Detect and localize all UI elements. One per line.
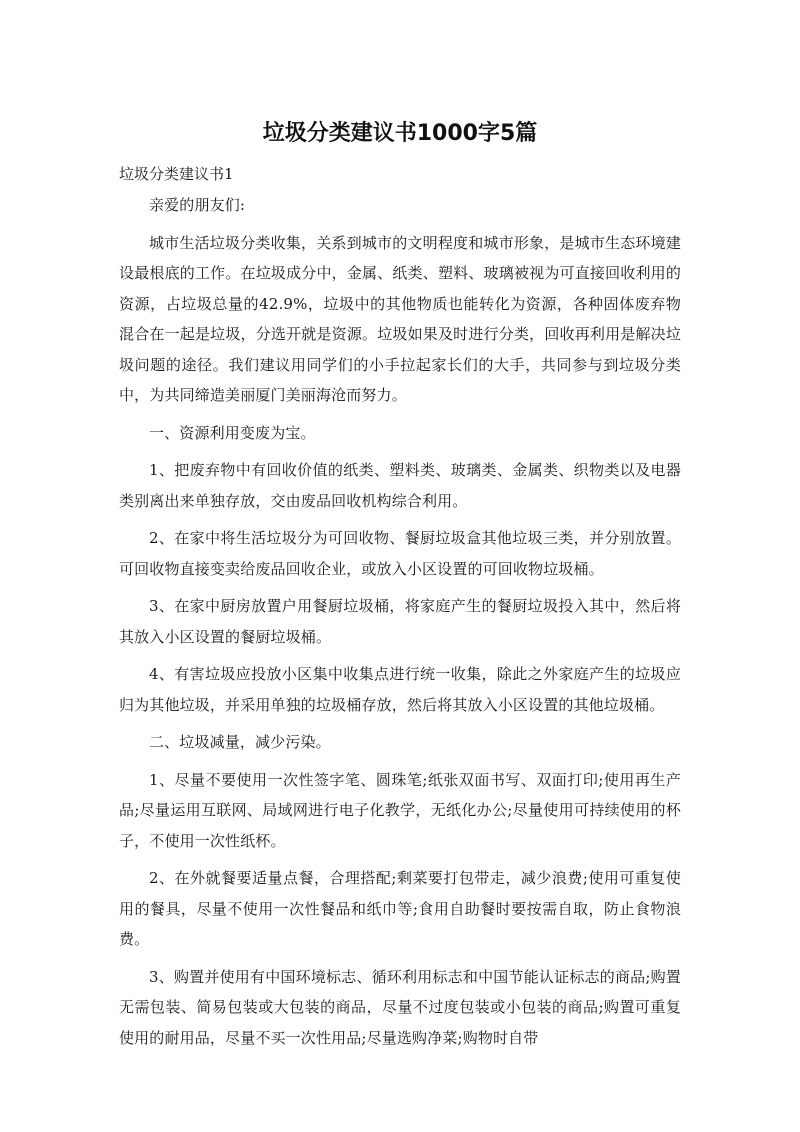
paragraph-item: 3、购置并使用有中国环境标志、循环利用标志和中国节能认证标志的商品;购置无需包装、简易包装或大包装的商品，尽量不过度包装或小包装的商品;购置可重复使用的耐用品，尽量不买一次性用品;尽量选购净菜;购物时自带: [119, 967, 681, 1047]
section-heading-resource-use: 一、资源利用变废为宝。: [149, 423, 316, 442]
paragraph-item: 1、把废弃物中有回收价值的纸类、塑料类、玻璃类、金属类、织物类以及电器类别离出来单独存放，交由废品回收机构综合利用。: [119, 461, 681, 510]
paragraph-item: 2、在外就餐要适量点餐，合理搭配;剩菜要打包带走，减少浪费;使用可重复使用的餐具，尽量不使用一次性餐品和纸巾等;食用自助餐时要按需自取，防止食物浪费。: [119, 869, 681, 948]
document-body: [119, 190, 681, 1060]
paragraph-item: 2、在家中将生活垃圾分为可回收物、餐厨垃圾盒其他垃圾三类，并分别放置。可回收物直接变卖给废品回收企业，或放入小区设置的可回收物垃圾桶。: [119, 529, 681, 578]
paragraph-item: 1、尽量不要使用一次性签字笔、圆珠笔;纸张双面书写、双面打印;使用再生产品;尽量运用互联网、局域网进行电子化教学，无纸化办公;尽量使用可持续使用的杯子，不使用一次性纸杯。: [119, 770, 681, 850]
document-title: 垃圾分类建议书1000字5篇: [262, 121, 538, 146]
document-subtitle: 垃圾分类建议书1: [119, 165, 234, 183]
paragraph-intro: 城市生活垃圾分类收集，关系到城市的文明程度和城市形象，是城市生态环境建设最根底的工作。在垃圾成分中，金属、纸类、塑料、玻璃被视为可直接回收利用的资源，占垃圾总量的42.9%，垃圾中的其他物质也能转化为资源，各种固体废弃物混合在一起是垃圾，分选开就是资源。垃圾如果及时进行分类，回收再利用是解决垃圾问题的途径。我们建议用同学们的小手拉起家长们的大手，共同参与到垃圾分类中，为共同缔造美丽厦门美丽海沧而努力。: [119, 233, 681, 404]
paragraph-item: 4、有害垃圾应投放小区集中收集点进行统一收集，除此之外家庭产生的垃圾应归为其他垃圾，并采用单独的垃圾桶存放，然后将其放入小区设置的其他垃圾桶。: [119, 665, 681, 714]
paragraph-greeting: 亲爱的朋友们:: [149, 196, 246, 214]
section-heading-waste-reduction: 二、垃圾减量，减少污染。: [149, 733, 331, 751]
paragraph-item: 3、在家中厨房放置户用餐厨垃圾桶，将家庭产生的餐厨垃圾投入其中，然后将其放入小区设置的餐厨垃圾桶。: [119, 597, 681, 646]
